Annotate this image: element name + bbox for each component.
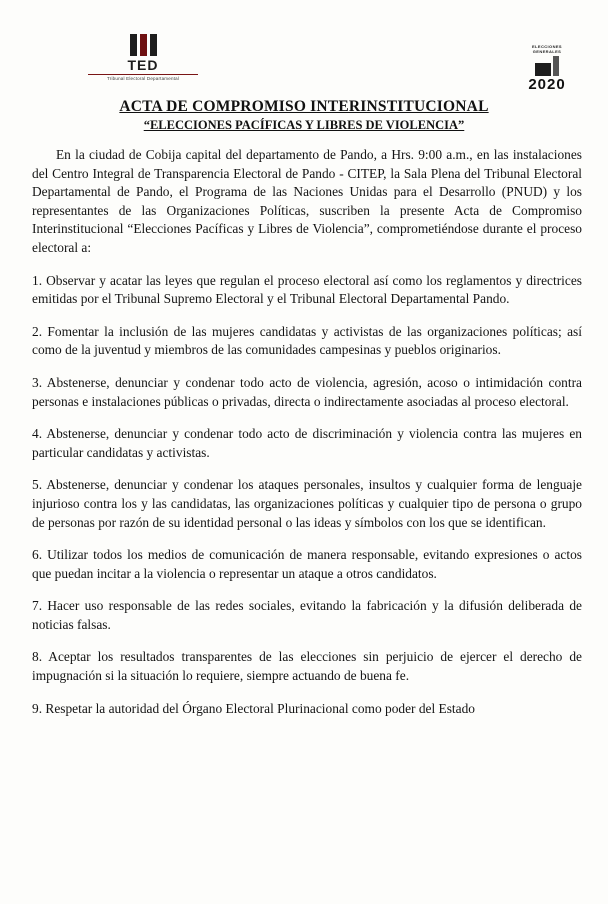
clause-5: 5. Abstenerse, denunciar y condenar los ataques personales, insultos y cualquier forma de lenguaje injurioso contra los y las candidatas, las organizaciones políticas y cualquier tipo de persona o grupo de personas por razón de su identidad personal o las ideas y símbolos con los que se identifican. <box>32 477 582 530</box>
document-body <box>0 146 608 718</box>
elecciones-logo-line1: ELECCIONES <box>531 44 562 49</box>
ted-logo-subtitle: Tribunal Electoral Departamental <box>88 74 198 81</box>
ted-logo-word: TED <box>127 57 159 73</box>
elecciones-2020-logo <box>514 44 580 93</box>
ted-logo-mark <box>88 34 198 56</box>
clause-2: 2. Fomentar la inclusión de las mujeres candidatas y activistas de las organizaciones políticas; así como de la juventud y miembros de las comunidades campesinas y pueblos originarios. <box>32 323 582 358</box>
clause-9: 9. Respetar la autoridad del Órgano Electoral Plurinacional como poder del Estado <box>32 700 475 716</box>
clause-6: 6. Utilizar todos los medios de comunicación de manera responsable, evitando expresiones o actos que puedan incitar a la violencia o representar un ataque a otros candidatos. <box>32 547 582 581</box>
title-block <box>0 98 608 134</box>
document-subtitle: “ELECCIONES PACÍFICAS Y LIBRES DE VIOLENCIA” <box>143 118 465 132</box>
document-title: ACTA DE COMPROMISO INTERINSTITUCIONAL <box>119 98 489 115</box>
ted-logo <box>88 34 198 81</box>
intro-paragraph: En la ciudad de Cobija capital del departamento de Pando, a Hrs. 9:00 a.m., en las instalaciones del Centro Integral de Transparencia Electoral de Pando - CITEP, la Sala Plena del Tribunal Electoral Departamental de Pando, el Programa de las Naciones Unidas para el Desarrollo (PNUD) y los representantes de las Organizaciones Políticas, suscriben la presente Acta de Compromiso Interinstitucional “Elecciones Pacíficas y Libres de Violencia”, comprometiéndose durante el proceso electoral a: <box>32 147 582 255</box>
document-header <box>0 0 608 96</box>
elecciones-logo-line2: GENERALES <box>532 49 562 54</box>
elecciones-logo-year: 2020 <box>528 76 566 93</box>
clause-4: 4. Abstenerse, denunciar y condenar todo acto de discriminación y violencia contra las mujeres en particular candidatas y activistas. <box>32 426 582 460</box>
clause-3: 3. Abstenerse, denunciar y condenar todo acto de violencia, agresión, acoso o intimidación contra personas e instalaciones públicas o privadas, directa o indirectamente asociadas al proceso electoral. <box>32 374 582 409</box>
elecciones-logo-mark <box>514 56 580 76</box>
clause-8: 8. Aceptar los resultados transparentes de las elecciones sin perjuicio de ejercer el derecho de impugnación si la situación lo requiere, siempre actuando de buena fe. <box>32 649 582 684</box>
clause-1: 1. Observar y acatar las leyes que regulan el proceso electoral así como los reglamentos y directrices emitidas por el Tribunal Supremo Electoral y el Tribunal Electoral Departamental Pando. <box>32 272 582 307</box>
clause-7: 7. Hacer uso responsable de las redes sociales, evitando la fabricación y la difusión deliberada de noticias falsas. <box>32 598 582 632</box>
